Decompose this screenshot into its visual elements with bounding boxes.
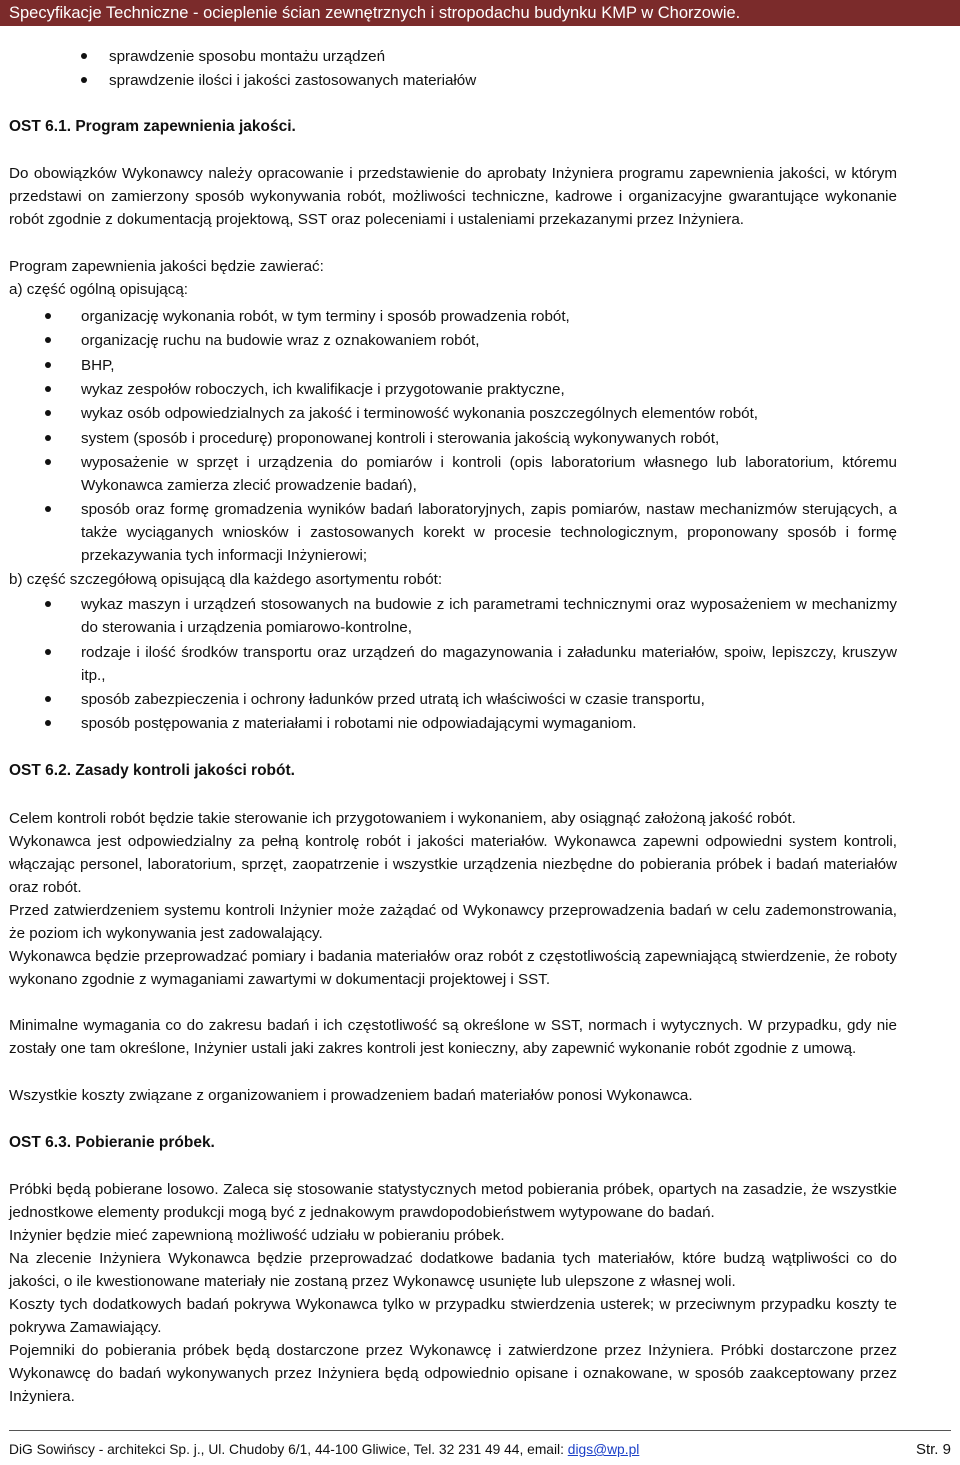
bullet-icon	[45, 601, 51, 607]
bullet-icon	[45, 362, 51, 368]
bullet-icon	[45, 459, 51, 465]
page-footer	[9, 1440, 951, 1460]
document-page: Specyfikacje Techniczne - ocieplenie ścian zewnętrznych i stropodachu budynku KMP w Chorzowie. sprawdzenie sposobu montażu urządzeń sprawdzenie ilości i jakości zastosowanych materiałów OST 6.1. Program zapewnienia jakości. Do obowiązków Wykonawcy należy opracowanie i przedstawienie do aprobaty Inżyniera programu zapewnienia jakości, w którym przedstawi on zamierzony sposób wykonywania robót, możliwości techniczne, kadrowe i organizacyjne gwarantujące wykonanie robót zgodnie z dokumentacją projektową, SST oraz poleceniami i ustaleniami przekazanymi przez Inżyniera. Program zapewnienia jakości będzie zawierać: a) część ogólną opisującą: organizację wykonania robót, w tym terminy i sposób prowadzenia robót, organizację ruchu na budowie wraz z oznakowaniem robót, BHP, wykaz zespołów roboczych, ich kwalifikacje i przygotowanie praktyczne, wykaz osób odpowiedzialnych za jakość i terminowość wykonania poszczególnych elementów robót, system (sposób i procedurę) proponowanej kontroli i sterowania jakością wykonywanych robót, wyposażenie w sprzęt i urządzenia do pomiarów i kontroli (opis laboratorium własnego lub laboratorium, któremu Wykonawca zamierza zlecić prowadzenie badań), sposób oraz formę gromadzenia wyników badań laboratoryjnych, zapis pomiarów, nastaw mechanizmów sterujących, a także wyciąganych wniosków i zastosowanych korekt w procesie technologicznym, proponowany sposób i formę przekazywania tych informacji Inżynierowi; b) część szczegółową opisującą dla każdego asortymentu robót: wykaz maszyn i urządzeń stosowanych na budowie z ich parametrami technicznymi oraz wyposażeniem w mechanizmy do sterowania i urządzenia pomiarowo-kontrolne, rodzaje i ilość środków transportu oraz urządzeń do magazynowania i załadunku materiałów, spoiw, lepiszczy, kruszyw itp., sposób zabezpieczenia i ochrony ładunków przed utratą ich właściwości w czasie transportu, sposób postępowania z materiałami i robotami nie odpowiadającymi wymaganiom. OST 6.2. Zasady kontroli jakości robót. Celem kontroli robót będzie takie sterowanie ich przygotowaniem i wykonaniem, aby osiągnąć założoną jakość robót. Wykonawca jest odpowiedzialny za pełną kontrolę robót i jakości materiałów. Wykonawca zapewni odpowiedni system kontroli, włączając personel, laboratorium, sprzęt, zaopatrzenie i wszystkie urządzenia niezbędne do pobierania próbek i badań materiałów oraz robót. Przed zatwierdzeniem systemu kontroli Inżynier może zażądać od Wykonawcy przeprowadzenia badań w celu zademonstrowania, że poziom ich wykonywania jest zadowalający. Wykonawca będzie przeprowadzać pomiary i badania materiałów oraz robót z częstotliwością zapewniającą stwierdzenie, że roboty wykonano zgodnie z wymaganiami zawartymi w dokumentacji projektowej i SST. Minimalne wymagania co do zakresu badań i ich częstotliwość są określone w SST, normach i wytycznych. W przypadku, gdy nie zostały one tam określone, Inżynier ustali jaki zakres kontroli jest konieczny, aby zapewnić wykonanie robót zgodnie z umową. Wszystkie koszty związane z organizowaniem i prowadzeniem badań materiałów ponosi Wykonawca. OST 6.3. Pobieranie próbek. Próbki będą pobierane losowo. Zaleca się stosowanie statystycznych metod pobierania próbek, opartych na zasadzie, że wszystkie jednostkowe elementy produkcji mogą być z jednakowym prawdopodobieństwem wytypowane do badań. Inżynier będzie mieć zapewnioną możliwość udziału w pobieraniu próbek. Na zlecenie Inżyniera Wykonawca będzie przeprowadzać dodatkowe badania tych materiałów, które budzą wątpliwości co do jakości, o ile kwestionowane materiały nie zostaną przez Wykonawcę usunięte lub ulepszone z własnej woli. Koszty tych dodatkowych badań pokrywa Wykonawca tylko w przypadku stwierdzenia usterek; w przeciwnym przypadku koszty te pokrywa Zamawiający. Pojemniki do pobierania próbek będą dostarczone przez Wykonawcę i zatwierdzone przez Inżyniera. Próbki dostarczone przez Wykonawcę do badań wykonywanych przez Inżyniera będą odpowiednio opisane i oznakowane, w sposób zaakceptowany przez Inżyniera. DiG Sowińscy - architekci Sp. j., Ul. Chudoby 6/1, 44-100 Gliwice, Tel. 32 231 49 44, email: digs@wp.pl Str. 9	[0, 0, 960, 1465]
bullet-icon	[45, 720, 51, 726]
header-title: Specyfikacje Techniczne - ocieplenie ścian zewnętrznych i stropodachu budynku KMP w Chorzowie.	[9, 4, 741, 22]
page-number: Str. 9	[915, 1441, 951, 1458]
bullet-icon	[45, 337, 51, 343]
footer-divider	[9, 1430, 951, 1431]
section-heading-6-3: OST 6.3. Pobieranie próbek.	[9, 1134, 215, 1151]
paragraph: Celem kontroli robót będzie takie sterowanie ich przygotowaniem i wykonaniem, aby osiągnąć założoną jakość robót.	[9, 810, 796, 827]
paragraph: Wykonawca jest odpowiedzialny za pełną kontrolę robót i jakości materiałów. Wykonawca zapewni odpowiedni system kontroli, włączając personel, laboratorium, sprzęt, zaopatrzenie i wszystkie urządzenia niezbędne do pobierania próbek i badań materiałów oraz robót.	[9, 833, 897, 896]
paragraph: Wszystkie koszty związane z organizowaniem i prowadzeniem badań materiałów ponosi Wykonawca.	[9, 1087, 693, 1104]
bullet-icon	[81, 77, 87, 83]
paragraph: Pojemniki do pobierania próbek będą dostarczone przez Wykonawcę i zatwierdzone przez Inżyniera. Próbki dostarczone przez Wykonawcę do badań wykonywanych przez Inżyniera będą odpowiednio opisane i oznakowane, w sposób zaakceptowany przez Inżyniera.	[9, 1342, 897, 1405]
bullet-icon	[45, 313, 51, 319]
bullet-icon	[45, 506, 51, 512]
paragraph: Przed zatwierdzeniem systemu kontroli Inżynier może zażądać od Wykonawcy przeprowadzenia badań w celu zademonstrowania, że poziom ich wykonywania jest zadowalający.	[9, 902, 897, 942]
paragraph: Do obowiązków Wykonawcy należy opracowanie i przedstawienie do aprobaty Inżyniera programu zapewnienia jakości, w którym przedstawi on zamierzony sposób wykonywania robót, możliwości techniczne, kadrowe i organizacyjne gwarantujące wykonanie robót zgodnie z dokumentacją projektową, SST oraz poleceniami i ustaleniami przekazanymi przez Inżyniera.	[9, 165, 897, 228]
bullet-icon	[45, 386, 51, 392]
paragraph: Na zlecenie Inżyniera Wykonawca będzie przeprowadzać dodatkowe badania tych materiałów, które budzą wątpliwości co do jakości, o ile kwestionowane materiały nie zostaną przez Wykonawcę usunięte lub ulepszone z własnej woli.	[9, 1250, 897, 1290]
page-header	[0, 0, 960, 26]
footer-address: DiG Sowińscy - architekci Sp. j., Ul. Chudoby 6/1, 44-100 Gliwice, Tel. 32 231 49 44, email:	[9, 1442, 568, 1457]
bullet-icon	[45, 435, 51, 441]
paragraph: Program zapewnienia jakości będzie zawierać:	[9, 258, 324, 275]
paragraph: Inżynier będzie mieć zapewnioną możliwość udziału w pobieraniu próbek.	[9, 1227, 505, 1244]
paragraph: Minimalne wymagania co do zakresu badań i ich częstotliwość są określone w SST, normach i wytycznych. W przypadku, gdy nie zostały one tam określone, Inżynier ustali jaki zakres kontroli jest konieczny, aby zapewnić wykonanie robót zgodnie z umową.	[9, 1017, 897, 1057]
bullet-icon	[81, 53, 87, 59]
section-heading-6-1: OST 6.1. Program zapewnienia jakości.	[9, 118, 296, 135]
footer-email-link[interactable]: digs@wp.pl	[567, 1442, 640, 1457]
paragraph: a) część ogólną opisującą:	[9, 281, 188, 298]
paragraph: Koszty tych dodatkowych badań pokrywa Wykonawca tylko w przypadku stwierdzenia usterek; w przeciwnym przypadku koszty te pokrywa Zamawiający.	[9, 1296, 897, 1336]
paragraph: Próbki będą pobierane losowo. Zaleca się stosowanie statystycznych metod pobierania próbek, opartych na zasadzie, że wszystkie jednostkowe elementy produkcji mogą być z jednakowym prawdopodobieństwem wytypowane do badań.	[9, 1181, 897, 1221]
paragraph: b) część szczegółową opisującą dla każdego asortymentu robót:	[9, 571, 443, 588]
bullet-icon	[45, 410, 51, 416]
bullet-icon	[45, 696, 51, 702]
section-heading-6-2: OST 6.2. Zasady kontroli jakości robót.	[9, 762, 295, 779]
paragraph: Wykonawca będzie przeprowadzać pomiary i badania materiałów oraz robót z częstotliwością zapewniającą stwierdzenie, że roboty wykonano zgodnie z wymaganiami zawartymi w dokumentacji projektowej i SST.	[9, 948, 897, 988]
bullet-icon	[45, 649, 51, 655]
